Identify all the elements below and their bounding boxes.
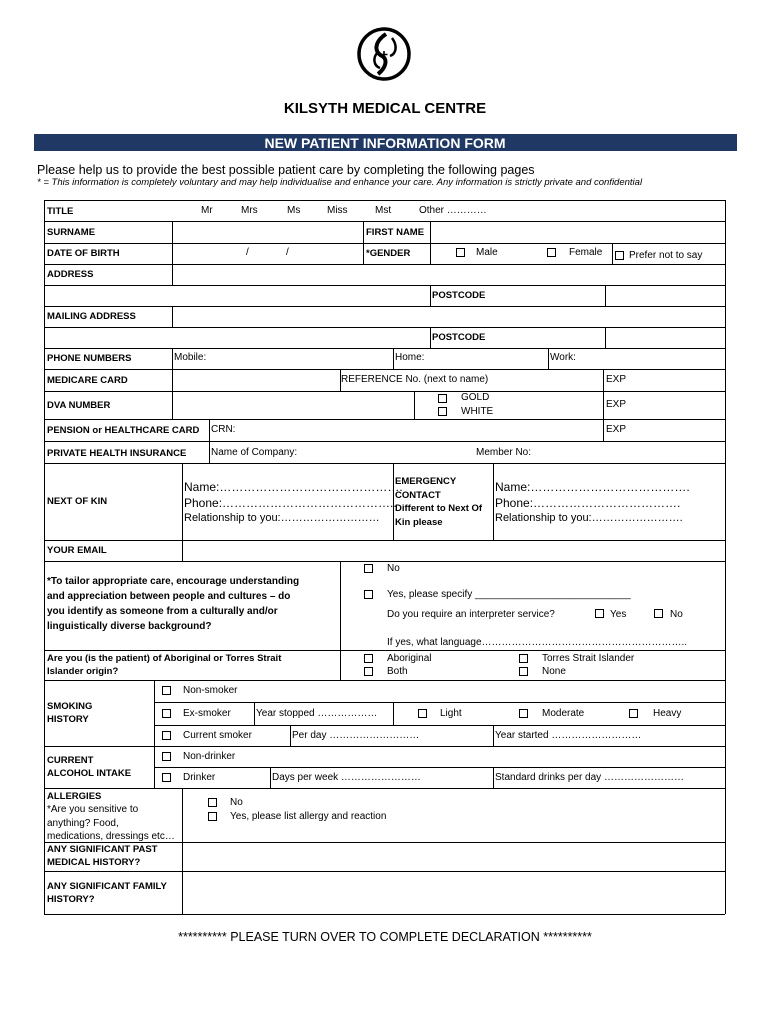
allergies-label: *Are you sensitive to bbox=[47, 804, 139, 815]
culture-no-checkbox[interactable] bbox=[364, 564, 373, 573]
interpreter-yes-checkbox[interactable] bbox=[595, 609, 604, 618]
aboriginal-label: Aboriginal bbox=[387, 653, 432, 664]
days-per-week-field[interactable]: Days per week …………………… bbox=[272, 772, 421, 783]
form-title: NEW PATIENT INFORMATION FORM bbox=[264, 135, 506, 151]
mobile-label[interactable]: Mobile: bbox=[174, 352, 207, 363]
mailing-address-label: MAILING ADDRESS bbox=[47, 311, 136, 322]
both-label: Both bbox=[387, 666, 408, 677]
gender-prefer-not-label: Prefer not to say bbox=[629, 250, 703, 261]
none-checkbox[interactable] bbox=[519, 667, 528, 676]
interpreter-no-checkbox[interactable] bbox=[654, 609, 663, 618]
aboriginal-question: Islander origin? bbox=[47, 666, 119, 677]
drinker-label: Drinker bbox=[183, 772, 216, 783]
family-history-field[interactable] bbox=[183, 872, 724, 913]
title-option-mst[interactable]: Mst bbox=[375, 205, 392, 216]
gender-female-label: Female bbox=[569, 247, 603, 258]
emergency-contact-label: CONTACT bbox=[395, 490, 441, 501]
standard-drinks-field[interactable]: Standard drinks per day …………………… bbox=[495, 772, 684, 783]
title-option-miss[interactable]: Miss bbox=[327, 205, 348, 216]
emergency-name-field[interactable]: Name:…………………………………. bbox=[495, 480, 690, 494]
allergies-yes-label: Yes, please list allergy and reaction bbox=[230, 811, 387, 822]
per-day-field[interactable]: Per day ……………………… bbox=[292, 730, 420, 741]
kin-phone-field[interactable]: Phone:…………………………………….. bbox=[184, 496, 397, 510]
crn-label[interactable]: CRN: bbox=[211, 424, 236, 435]
clinic-logo bbox=[356, 26, 412, 82]
postcode-field[interactable] bbox=[606, 286, 724, 305]
kin-relationship-field[interactable]: Relationship to you:……………………… bbox=[184, 512, 380, 524]
phone-label: PHONE NUMBERS bbox=[47, 353, 132, 364]
surname-field[interactable] bbox=[173, 222, 362, 242]
kin-name-field[interactable]: Name:………………………………………. bbox=[184, 480, 403, 494]
insurance-label: PRIVATE HEALTH INSURANCE bbox=[47, 448, 187, 459]
dva-number-field[interactable] bbox=[173, 392, 413, 418]
culture-question: and appreciation between people and cultures – do bbox=[47, 591, 291, 602]
alcohol-label: ALCOHOL INTAKE bbox=[47, 768, 132, 779]
first-name-label: FIRST NAME bbox=[366, 227, 425, 238]
ex-smoker-label: Ex-smoker bbox=[183, 708, 231, 719]
year-stopped-field[interactable]: Year stopped ……………… bbox=[256, 708, 378, 719]
footer-note: ********** PLEASE TURN OVER TO COMPLETE DECLARATION ********** bbox=[178, 930, 592, 944]
gender-prefer-not-checkbox[interactable] bbox=[615, 251, 624, 260]
heavy-checkbox[interactable] bbox=[629, 709, 638, 718]
aboriginal-question: Are you (is the patient) of Aboriginal or Torres Strait bbox=[47, 653, 282, 664]
medicare-reference-label[interactable]: REFERENCE No. (next to name) bbox=[341, 374, 489, 385]
aboriginal-checkbox[interactable] bbox=[364, 654, 373, 663]
smoking-label: SMOKING bbox=[47, 701, 93, 712]
mailing-postcode-label: POSTCODE bbox=[432, 332, 486, 343]
address-line2-field[interactable] bbox=[45, 286, 429, 305]
light-checkbox[interactable] bbox=[418, 709, 427, 718]
both-checkbox[interactable] bbox=[364, 667, 373, 676]
heavy-label: Heavy bbox=[653, 708, 682, 719]
alcohol-label: CURRENT bbox=[47, 755, 94, 766]
pension-label: PENSION or HEALTHCARE CARD bbox=[47, 425, 200, 436]
non-drinker-checkbox[interactable] bbox=[162, 752, 171, 761]
culture-question: you identify as someone from a culturally and/or bbox=[47, 606, 278, 617]
language-field[interactable]: If yes, what language…………………………………………………….. bbox=[387, 637, 688, 648]
interpreter-yes-label: Yes bbox=[610, 609, 627, 620]
insurance-member-label[interactable]: Member No: bbox=[476, 447, 532, 458]
dob-separator: / bbox=[286, 247, 289, 258]
email-field[interactable] bbox=[183, 541, 724, 560]
none-label: None bbox=[542, 666, 566, 677]
torres-strait-label: Torres Strait Islander bbox=[542, 653, 635, 664]
non-drinker-label: Non-drinker bbox=[183, 751, 236, 762]
past-history-label: ANY SIGNIFICANT PAST bbox=[47, 844, 158, 855]
drinker-checkbox[interactable] bbox=[162, 773, 171, 782]
interpreter-no-label: No bbox=[670, 609, 683, 620]
address-label: ADDRESS bbox=[47, 269, 94, 280]
home-phone-label[interactable]: Home: bbox=[395, 352, 425, 363]
title-other-field[interactable]: Other ………… bbox=[419, 205, 487, 216]
dva-gold-label: GOLD bbox=[461, 392, 490, 403]
next-of-kin-label: NEXT OF KIN bbox=[47, 496, 108, 507]
torres-strait-checkbox[interactable] bbox=[519, 654, 528, 663]
moderate-checkbox[interactable] bbox=[519, 709, 528, 718]
medicare-exp-label[interactable]: EXP bbox=[606, 374, 627, 385]
title-option-mr[interactable]: Mr bbox=[201, 205, 213, 216]
past-history-field[interactable] bbox=[183, 843, 724, 870]
emergency-phone-field[interactable]: Phone:………………………………. bbox=[495, 496, 681, 510]
mailing-address-field[interactable] bbox=[173, 307, 724, 326]
non-smoker-checkbox[interactable] bbox=[162, 686, 171, 695]
dob-separator: / bbox=[246, 247, 249, 258]
clinic-name: KILSYTH MEDICAL CENTRE bbox=[283, 100, 487, 117]
postcode-label: POSTCODE bbox=[432, 290, 486, 301]
non-smoker-label: Non-smoker bbox=[183, 685, 238, 696]
past-history-label: MEDICAL HISTORY? bbox=[47, 857, 141, 868]
emergency-contact-label: Different to Next Of bbox=[395, 503, 483, 514]
family-history-label: HISTORY? bbox=[47, 894, 95, 905]
work-phone-label[interactable]: Work: bbox=[550, 352, 576, 363]
dva-white-label: WHITE bbox=[461, 406, 494, 417]
title-option-mrs[interactable]: Mrs bbox=[241, 205, 258, 216]
culture-no-label: No bbox=[387, 563, 400, 574]
gender-label: *GENDER bbox=[366, 248, 411, 259]
address-field[interactable] bbox=[173, 265, 724, 284]
voluntary-note: * = This information is completely voluntary and may help individualise and enhance your care. Any information is strictly private and confidential bbox=[37, 177, 643, 188]
family-history-label: ANY SIGNIFICANT FAMILY bbox=[47, 881, 167, 892]
mailing-postcode-field[interactable] bbox=[606, 328, 724, 347]
allergies-yes-checkbox[interactable] bbox=[208, 812, 217, 821]
emergency-relationship-field[interactable]: Relationship to you:……………………. bbox=[495, 512, 683, 524]
email-label: YOUR EMAIL bbox=[47, 545, 107, 556]
emergency-contact-label: Kin please bbox=[395, 517, 443, 528]
gender-male-label: Male bbox=[476, 247, 498, 258]
dob-label: DATE OF BIRTH bbox=[47, 248, 120, 259]
smoking-label: HISTORY bbox=[47, 714, 89, 725]
gender-male-checkbox[interactable] bbox=[456, 248, 465, 257]
interpreter-question: Do you require an interpreter service? bbox=[387, 609, 555, 620]
emergency-contact-label: EMERGENCY bbox=[395, 476, 457, 487]
dva-gold-checkbox[interactable] bbox=[438, 394, 447, 403]
current-smoker-checkbox[interactable] bbox=[162, 731, 171, 740]
moderate-label: Moderate bbox=[542, 708, 585, 719]
year-started-field[interactable]: Year started ……………………… bbox=[495, 730, 642, 741]
culture-question: *To tailor appropriate care, encourage understanding bbox=[47, 576, 300, 587]
title-option-ms[interactable]: Ms bbox=[287, 205, 301, 216]
dva-label: DVA NUMBER bbox=[47, 400, 111, 411]
surname-label: SURNAME bbox=[47, 227, 96, 238]
dva-white-checkbox[interactable] bbox=[438, 407, 447, 416]
culture-yes-checkbox[interactable] bbox=[364, 590, 373, 599]
light-label: Light bbox=[440, 708, 462, 719]
pension-exp-label[interactable]: EXP bbox=[606, 424, 627, 435]
medicare-label: MEDICARE CARD bbox=[47, 375, 128, 386]
culture-question: linguistically diverse background? bbox=[47, 621, 212, 632]
allergies-no-label: No bbox=[230, 797, 243, 808]
allergies-label: ALLERGIES bbox=[47, 791, 102, 802]
allergies-label: anything? Food, bbox=[47, 818, 119, 829]
dva-exp-label[interactable]: EXP bbox=[606, 399, 627, 410]
current-smoker-label: Current smoker bbox=[183, 730, 252, 741]
medicare-number-field[interactable] bbox=[173, 370, 339, 390]
title-label: TITLE bbox=[47, 206, 74, 217]
ex-smoker-checkbox[interactable] bbox=[162, 709, 171, 718]
gender-female-checkbox[interactable] bbox=[547, 248, 556, 257]
insurance-company-label[interactable]: Name of Company: bbox=[211, 447, 298, 458]
intro-text: Please help us to provide the best possible patient care by completing the following pages bbox=[37, 163, 535, 177]
culture-yes-specify-field[interactable]: Yes, please specify ____________________________ bbox=[387, 589, 631, 600]
allergies-label: medications, dressings etc… bbox=[47, 831, 175, 842]
allergies-no-checkbox[interactable] bbox=[208, 798, 217, 807]
first-name-field[interactable] bbox=[431, 222, 724, 242]
